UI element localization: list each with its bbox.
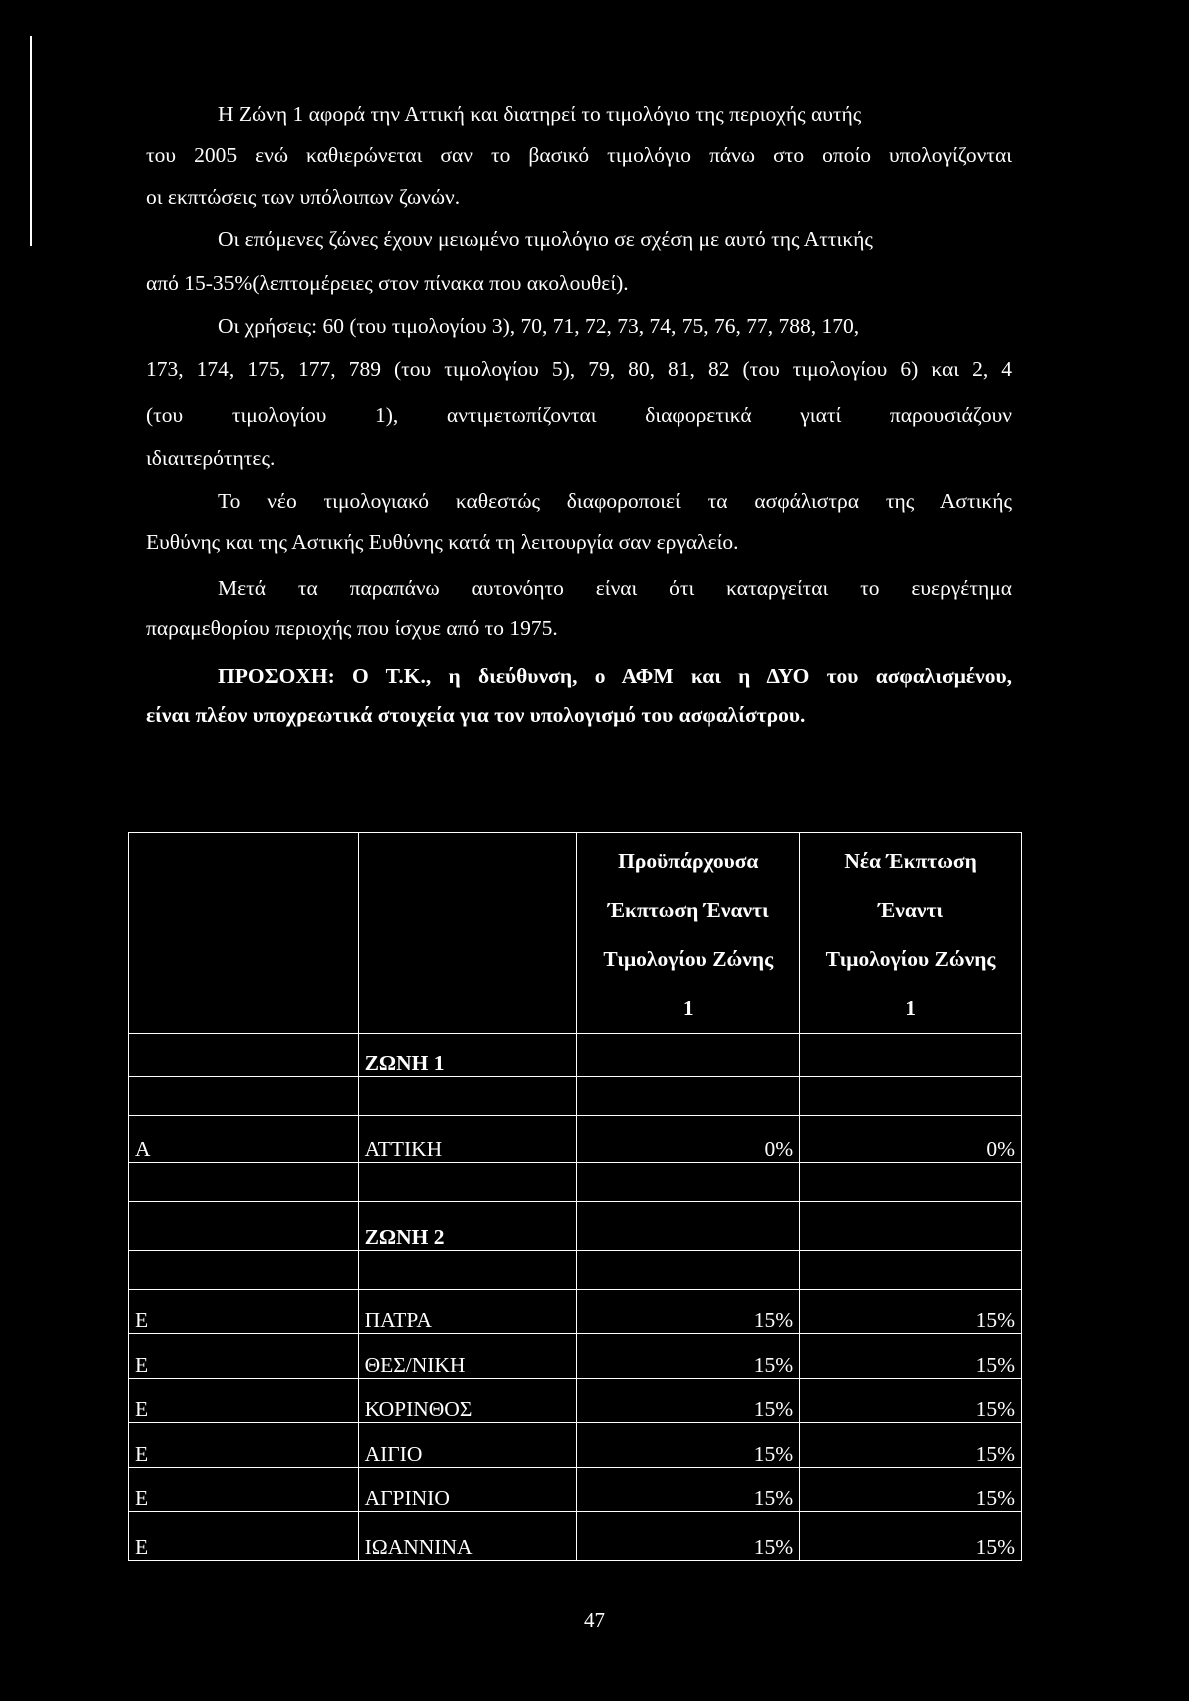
row-code: Ε (129, 1290, 359, 1334)
row-new: 15% (800, 1379, 1022, 1423)
table-cell (577, 1251, 800, 1290)
row-new: 15% (800, 1512, 1022, 1561)
table-cell (577, 1163, 800, 1202)
table-cell (800, 1202, 1022, 1251)
page-number: 47 (584, 1608, 605, 1632)
table-cell (358, 1163, 577, 1202)
paragraph-line: Οι επόμενες ζώνες έχουν μειωμένο τιμολόγιο σε σχέση με αυτό της Αττικής (218, 227, 873, 251)
paragraph-line: οι εκπτώσεις των υπόλοιπων ζωνών. (146, 185, 461, 209)
row-prev: 0% (577, 1116, 800, 1163)
row-prev: 15% (577, 1423, 800, 1468)
table-row (129, 1034, 1022, 1077)
paragraph-line: Μετά τα παραπάνω αυτονόητο είναι ότι καταργείται το ευεργέτημα (218, 576, 1012, 600)
notice-line: ΠΡΟΣΟΧΗ: Ο Τ.Κ., η διεύθυνση, ο ΑΦΜ και η ΔΥΟ του ασφαλισμένου, (218, 664, 1012, 688)
discount-table (128, 832, 1022, 1561)
table-row (129, 1290, 1022, 1334)
row-city: ΑΤΤΙΚΗ (358, 1116, 577, 1163)
table-row (129, 1077, 1022, 1116)
margin-rule (30, 36, 32, 246)
table-cell (577, 1077, 800, 1116)
row-prev: 15% (577, 1290, 800, 1334)
row-city: ΠΑΤΡΑ (358, 1290, 577, 1334)
row-new: 15% (800, 1290, 1022, 1334)
table-cell (800, 1163, 1022, 1202)
row-city: ΑΙΓΙΟ (358, 1423, 577, 1468)
header-new-discount: Νέα Έκπτωση Έναντι Τιμολογίου Ζώνης 1 (800, 833, 1022, 1034)
table-row (129, 1251, 1022, 1290)
paragraph-line: (του τιμολογίου 1), αντιμετωπίζονται διαφορετικά γιατί παρουσιάζουν (146, 403, 1012, 427)
table-cell (129, 1202, 359, 1251)
table-cell (129, 833, 359, 1034)
zone-label: ΖΩΝΗ 2 (358, 1202, 577, 1251)
paragraph-line: Το νέο τιμολογιακό καθεστώς διαφοροποιεί τα ασφάλιστρα της Αστικής (218, 489, 1012, 513)
table-row (129, 1423, 1022, 1468)
table-row (129, 1379, 1022, 1423)
table-row (129, 1334, 1022, 1379)
row-prev: 15% (577, 1379, 800, 1423)
table-row (129, 1163, 1022, 1202)
row-prev: 15% (577, 1512, 800, 1561)
row-prev: 15% (577, 1468, 800, 1512)
paragraph-line: Οι χρήσεις: 60 (του τιμολογίου 3), 70, 71, 72, 73, 74, 75, 76, 77, 788, 170, (218, 314, 860, 338)
paragraph-line: του 2005 ενώ καθιερώνεται σαν το βασικό τιμολόγιο πάνω στο οποίο υπολογίζονται (146, 143, 1012, 167)
table-cell (358, 1251, 577, 1290)
paragraph-line: από 15-35%(λεπτομέρειες στον πίνακα που ακολουθεί). (146, 271, 629, 295)
table-cell (577, 1202, 800, 1251)
table-row (129, 1116, 1022, 1163)
row-code: Α (129, 1116, 359, 1163)
table-row (129, 1468, 1022, 1512)
header-prev-discount: Προϋπάρχουσα Έκπτωση Έναντι Τιμολογίου Ζώνης 1 (577, 833, 800, 1034)
row-prev: 15% (577, 1334, 800, 1379)
notice-line: είναι πλέον υποχρεωτικά στοιχεία για τον υπολογισμό του ασφαλίστρου. (146, 703, 806, 727)
row-code: Ε (129, 1334, 359, 1379)
row-city: ΚΟΡΙΝΘΟΣ (358, 1379, 577, 1423)
row-code: Ε (129, 1468, 359, 1512)
zone-label: ΖΩΝΗ 1 (358, 1034, 577, 1077)
table-cell (129, 1077, 359, 1116)
row-city: ΑΓΡΙΝΙΟ (358, 1468, 577, 1512)
row-new: 15% (800, 1468, 1022, 1512)
row-code: Ε (129, 1512, 359, 1561)
paragraph-line: Η Ζώνη 1 αφορά την Αττική και διατηρεί το τιμολόγιο της περιοχής αυτής (218, 102, 862, 126)
table-cell (800, 1034, 1022, 1077)
table-cell (129, 1251, 359, 1290)
table-cell (800, 1251, 1022, 1290)
table-cell (129, 1163, 359, 1202)
table-cell (577, 1034, 800, 1077)
table-row (129, 1202, 1022, 1251)
paragraph-line: παραμεθορίου περιοχής που ίσχυε από το 1975. (146, 616, 558, 640)
row-code: Ε (129, 1423, 359, 1468)
row-new: 15% (800, 1334, 1022, 1379)
paragraph-line: Ευθύνης και της Αστικής Ευθύνης κατά τη λειτουργία σαν εργαλείο. (146, 530, 739, 554)
table-cell (800, 1077, 1022, 1116)
table-header-row (129, 833, 1022, 1034)
paragraph-line: 173, 174, 175, 177, 789 (του τιμολογίου 5), 79, 80, 81, 82 (του τιμολογίου 6) και 2, 4 (146, 357, 1012, 381)
table-cell (129, 1034, 359, 1077)
table-cell (358, 833, 577, 1034)
paragraph-line: ιδιαιτερότητες. (146, 446, 276, 470)
row-new: 15% (800, 1423, 1022, 1468)
row-new: 0% (800, 1116, 1022, 1163)
table-row (129, 1512, 1022, 1561)
row-city: ΙΩΑΝΝΙΝΑ (358, 1512, 577, 1561)
table-cell (358, 1077, 577, 1116)
row-city: ΘΕΣ/ΝΙΚΗ (358, 1334, 577, 1379)
row-code: Ε (129, 1379, 359, 1423)
